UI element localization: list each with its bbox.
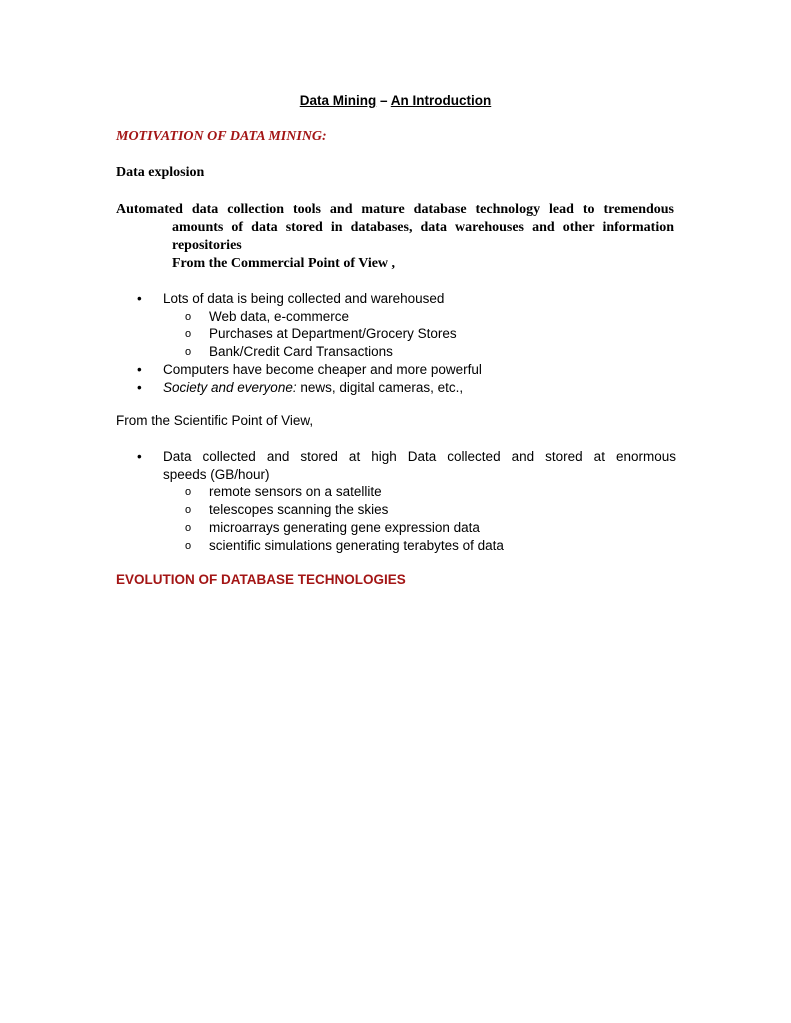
list-item	[116, 290, 676, 308]
list-item-line-1: Data collected and stored at high Data collected and stored at enormous	[163, 449, 676, 464]
list-item-text: Computers have become cheaper and more powerful	[163, 361, 482, 377]
title-part-2: An Introduction	[390, 93, 492, 108]
title-dash: –	[380, 93, 388, 108]
circle-bullet-icon: o	[185, 486, 192, 499]
commercial-point-of-view: From the Commercial Point of View ,	[172, 256, 396, 271]
sub-list-item-text: Purchases at Department/Grocery Stores	[209, 326, 457, 342]
sub-list-item-text: telescopes scanning the skies	[209, 502, 389, 518]
list-item-line-2: speeds (GB/hour)	[163, 466, 270, 482]
sub-list-item	[116, 308, 676, 326]
sub-list-item	[116, 325, 676, 343]
list-item-text: news, digital cameras, etc.,	[296, 379, 464, 395]
list-item-text: Lots of data is being collected and warehoused	[163, 291, 445, 306]
bullet-icon: •	[137, 361, 142, 377]
data-explosion-heading: Data explosion	[116, 165, 205, 180]
evolution-heading: EVOLUTION OF DATABASE TECHNOLOGIES	[116, 572, 406, 587]
intro-paragraph	[116, 201, 674, 273]
list-item	[116, 361, 676, 379]
sub-list-item-text: remote sensors on a satellite	[209, 484, 382, 500]
circle-bullet-icon: o	[185, 539, 192, 552]
circle-bullet-icon: o	[185, 504, 192, 517]
circle-bullet-icon: o	[185, 310, 192, 323]
paragraph-line-3: repositories	[172, 238, 242, 253]
commercial-list	[116, 290, 676, 396]
bullet-icon: •	[137, 449, 142, 464]
sub-list-item	[116, 501, 676, 519]
scientific-list	[116, 448, 676, 554]
circle-bullet-icon: o	[185, 328, 192, 341]
bullet-icon: •	[137, 379, 142, 395]
sub-list-item-text: Web data, e-commerce	[209, 308, 350, 324]
sub-list-item	[116, 483, 676, 501]
scientific-heading: From the Scientific Point of View,	[116, 413, 314, 428]
title-part-1: Data Mining	[299, 93, 377, 108]
sub-list-item	[116, 343, 676, 361]
sub-list-item	[116, 519, 676, 537]
sub-list-item	[116, 537, 676, 555]
bullet-icon: •	[137, 291, 142, 306]
list-item	[116, 448, 676, 483]
circle-bullet-icon: o	[185, 521, 192, 534]
list-item-italic-text: Society and everyone:	[163, 379, 297, 395]
motivation-heading: MOTIVATION OF DATA MINING:	[116, 129, 327, 144]
list-item-text	[163, 448, 676, 483]
page-title	[0, 93, 791, 108]
paragraph-line-2: amounts of data stored in databases, data warehouses and other information	[172, 220, 674, 235]
circle-bullet-icon: o	[185, 346, 192, 359]
sub-list-item-text: microarrays generating gene expression data	[209, 519, 480, 535]
list-item	[116, 379, 676, 397]
paragraph-line-1: Automated data collection tools and mature database technology lead to tremendous	[116, 202, 674, 217]
sub-list-item-text: Bank/Credit Card Transactions	[209, 344, 393, 360]
sub-list-item-text: scientific simulations generating terabytes of data	[209, 537, 504, 553]
